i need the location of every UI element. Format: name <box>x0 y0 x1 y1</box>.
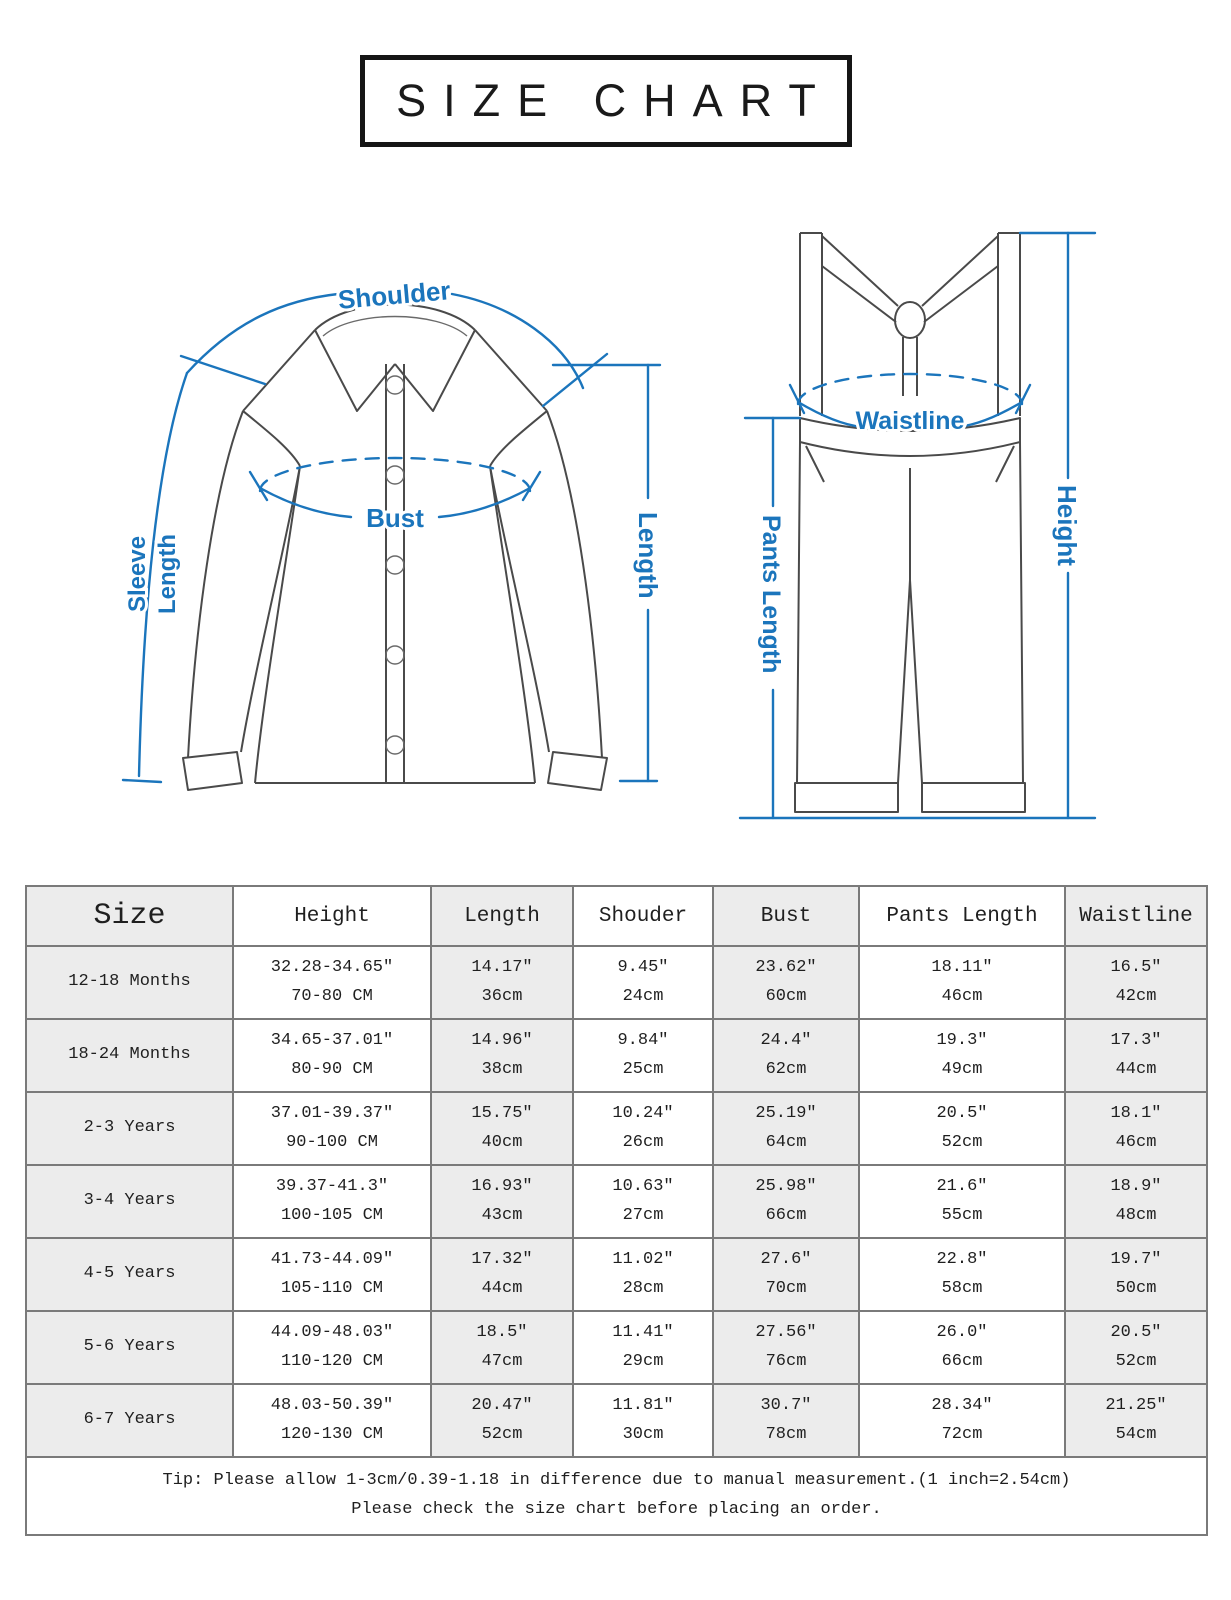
height-cell: 41.73-44.09″ 105-110 CM <box>233 1238 431 1311</box>
waistline-cell: 19.7″ 50cm <box>1065 1238 1207 1311</box>
pants-length-cell: 26.0″ 66cm <box>859 1311 1065 1384</box>
height-cell: 48.03-50.39″ 120-130 CM <box>233 1384 431 1457</box>
size-cell: 18-24 Months <box>26 1019 233 1092</box>
height-label: Height <box>1052 485 1082 566</box>
waistline-cell: 17.3″ 44cm <box>1065 1019 1207 1092</box>
height-cell: 34.65-37.01″ 80-90 CM <box>233 1019 431 1092</box>
table-row <box>26 1165 1207 1238</box>
header-pants-length: Pants Length <box>859 886 1065 946</box>
header-height: Height <box>233 886 431 946</box>
header-length: Length <box>431 886 573 946</box>
shoulder-cell: 9.45″ 24cm <box>573 946 713 1019</box>
bust-cell: 30.7″ 78cm <box>713 1384 859 1457</box>
pants-length-cell: 21.6″ 55cm <box>859 1165 1065 1238</box>
shoulder-cell: 11.02″ 28cm <box>573 1238 713 1311</box>
header-shoulder: Shouder <box>573 886 713 946</box>
pants-measurements <box>740 233 1095 818</box>
shoulder-cell: 11.81″ 30cm <box>573 1384 713 1457</box>
bust-cell: 23.62″ 60cm <box>713 946 859 1019</box>
sleeve-length-label-line1: Sleeve <box>124 535 151 612</box>
waistline-cell: 20.5″ 52cm <box>1065 1311 1207 1384</box>
tip-line2: Please check the size chart before placing an order. <box>351 1500 882 1519</box>
height-cell: 44.09-48.03″ 110-120 CM <box>233 1311 431 1384</box>
header-bust: Bust <box>713 886 859 946</box>
pants-length-label: Pants Length <box>757 515 785 674</box>
pants-length-cell: 18.11″ 46cm <box>859 946 1065 1019</box>
bust-cell: 25.98″ 66cm <box>713 1165 859 1238</box>
shoulder-cell: 11.41″ 29cm <box>573 1311 713 1384</box>
size-chart-table <box>25 885 1208 1536</box>
size-cell: 6-7 Years <box>26 1384 233 1457</box>
title-box <box>360 55 852 147</box>
bust-cell: 24.4″ 62cm <box>713 1019 859 1092</box>
size-table-body <box>26 946 1207 1457</box>
table-row <box>26 1019 1207 1092</box>
waistline-cell: 21.25″ 54cm <box>1065 1384 1207 1457</box>
length-cell: 16.93″ 43cm <box>431 1165 573 1238</box>
header-size: Size <box>26 886 233 946</box>
shoulder-cell: 10.24″ 26cm <box>573 1092 713 1165</box>
length-cell: 20.47″ 52cm <box>431 1384 573 1457</box>
length-cell: 17.32″ 44cm <box>431 1238 573 1311</box>
size-cell: 12-18 Months <box>26 946 233 1019</box>
size-cell: 3-4 Years <box>26 1165 233 1238</box>
size-cell: 4-5 Years <box>26 1238 233 1311</box>
bust-cell: 27.56″ 76cm <box>713 1311 859 1384</box>
shirt-diagram <box>95 248 670 828</box>
header-waistline: Waistline <box>1065 886 1207 946</box>
pants-length-cell: 22.8″ 58cm <box>859 1238 1065 1311</box>
waistline-label: Waistline <box>855 407 965 435</box>
height-cell: 39.37-41.3″ 100-105 CM <box>233 1165 431 1238</box>
length-cell: 14.96″ 38cm <box>431 1019 573 1092</box>
pants-length-cell: 19.3″ 49cm <box>859 1019 1065 1092</box>
pants-length-cell: 28.34″ 72cm <box>859 1384 1065 1457</box>
waistline-cell: 18.9″ 48cm <box>1065 1165 1207 1238</box>
pants-outline <box>795 233 1025 812</box>
tip-line1: Tip: Please allow 1-3cm/0.39-1.18 in difference due to manual measurement.(1 inch=2.54cm) <box>162 1471 1071 1491</box>
waistline-cell: 16.5″ 42cm <box>1065 946 1207 1019</box>
shoulder-cell: 9.84″ 25cm <box>573 1019 713 1092</box>
tip-cell <box>26 1457 1207 1535</box>
bust-label: Bust <box>366 503 424 533</box>
page-title: SIZE CHART <box>396 75 833 126</box>
length-cell: 18.5″ 47cm <box>431 1311 573 1384</box>
length-cell: 15.75″ 40cm <box>431 1092 573 1165</box>
pants-diagram <box>700 228 1120 828</box>
shoulder-label: Shoulder <box>336 275 452 315</box>
shoulder-cell: 10.63″ 27cm <box>573 1165 713 1238</box>
tip-row <box>26 1457 1207 1535</box>
height-cell: 32.28-34.65″ 70-80 CM <box>233 946 431 1019</box>
length-label: Length <box>633 512 663 599</box>
length-cell: 14.17″ 36cm <box>431 946 573 1019</box>
pants-length-cell: 20.5″ 52cm <box>859 1092 1065 1165</box>
table-row <box>26 1311 1207 1384</box>
bust-cell: 27.6″ 70cm <box>713 1238 859 1311</box>
sleeve-length-label-line2: Length <box>154 534 181 614</box>
table-row <box>26 1384 1207 1457</box>
waistline-cell: 18.1″ 46cm <box>1065 1092 1207 1165</box>
table-header-row <box>26 886 1207 946</box>
table-row <box>26 1092 1207 1165</box>
size-cell: 5-6 Years <box>26 1311 233 1384</box>
size-cell: 2-3 Years <box>26 1092 233 1165</box>
height-cell: 37.01-39.37″ 90-100 CM <box>233 1092 431 1165</box>
table-row <box>26 946 1207 1019</box>
bust-cell: 25.19″ 64cm <box>713 1092 859 1165</box>
table-row <box>26 1238 1207 1311</box>
